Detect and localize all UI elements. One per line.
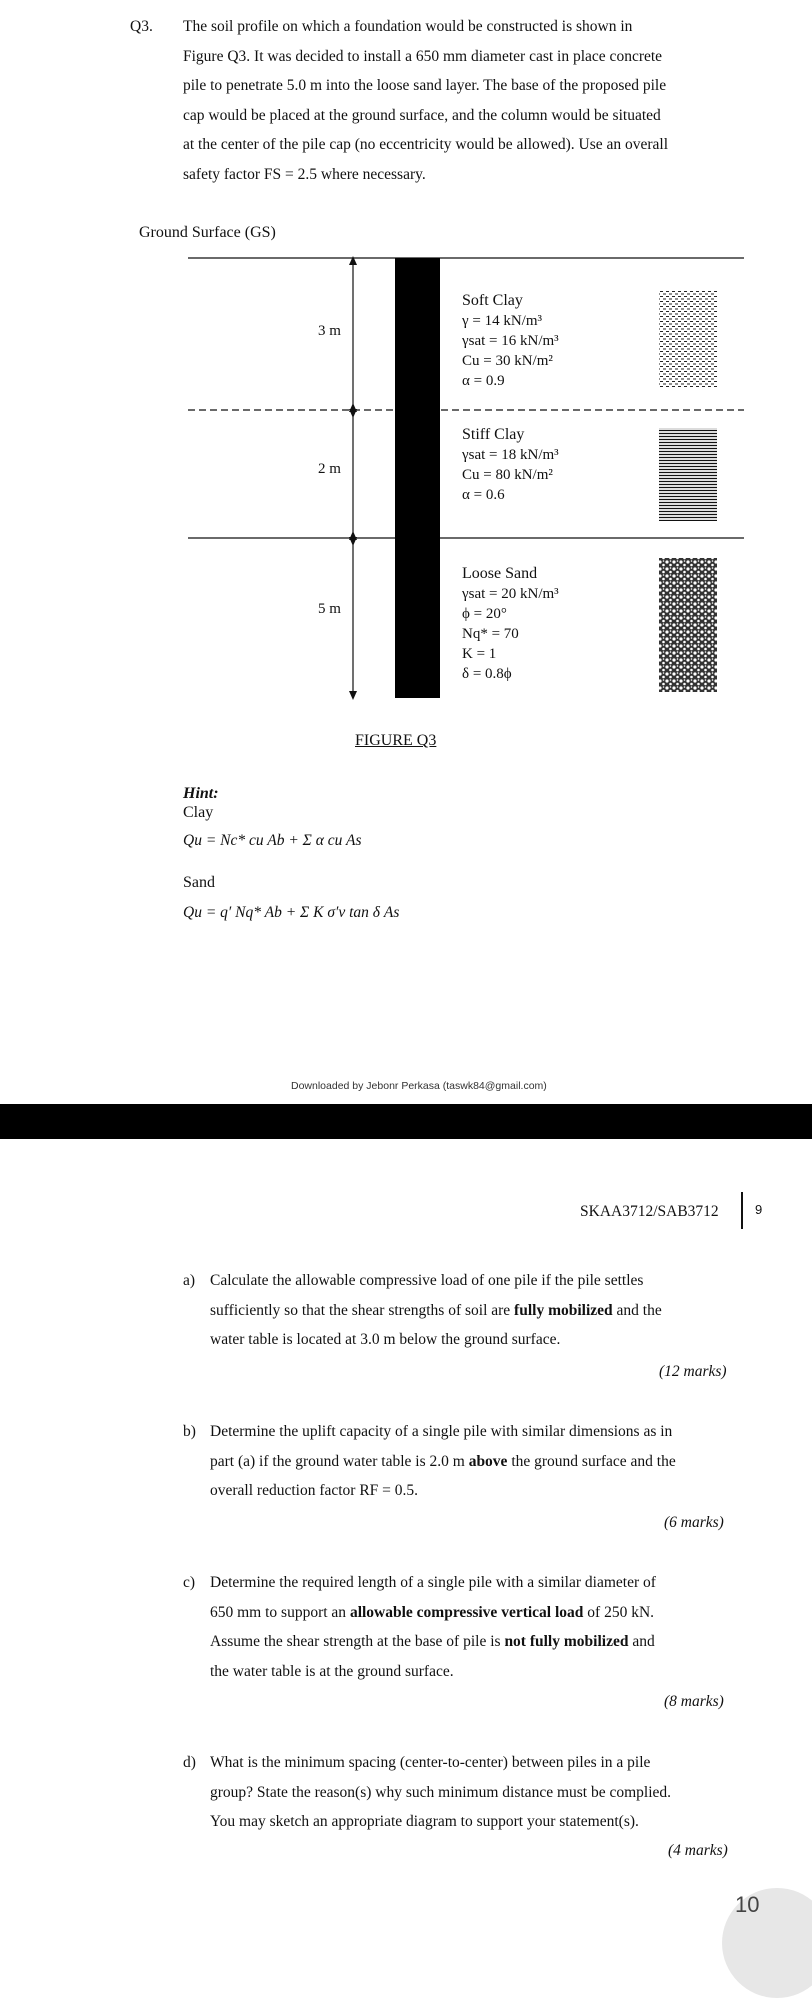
part-a-text (210, 1266, 737, 1355)
layer-property: K = 1 (462, 646, 497, 662)
stiff-clay-hatch (659, 428, 717, 521)
part-line: You may sketch an appropriate diagram to support your statement(s). (210, 1813, 639, 1830)
layer-property: ϕ = 20° (462, 606, 507, 622)
part-c-marks: (8 marks) (664, 1693, 724, 1710)
part-b-label: b) (183, 1423, 196, 1440)
page-separator (0, 1104, 812, 1139)
loose-sand-properties (462, 564, 559, 684)
part-b-text (210, 1417, 737, 1506)
part-c-label: c) (183, 1574, 196, 1591)
next-page-badge (722, 1888, 812, 1998)
part-d-text (210, 1748, 737, 1837)
question-number: Q3. (130, 18, 153, 35)
thickness-label-stiff-clay: 2 m (318, 461, 341, 477)
layer-name: Loose Sand (462, 565, 538, 582)
layer-property: γ = 14 kN/m³ (462, 313, 543, 329)
intro-line: cap would be placed at the ground surface, and the column would be situated (183, 106, 661, 124)
layer-property: Cu = 80 kN/m² (462, 467, 553, 483)
part-line: Calculate the allowable compressive load of one pile if the pile settles (210, 1272, 644, 1289)
layer-property: δ = 0.8ϕ (462, 666, 512, 682)
hint-sand-label: Sand (183, 874, 215, 891)
intro-line: at the center of the pile cap (no eccentricity would be allowed). Use an overall (183, 136, 669, 153)
part-line: Assume the shear strength at the base of pile is not fully mobilized and (210, 1633, 655, 1650)
layer-property: γsat = 18 kN/m³ (462, 447, 559, 463)
layer-name: Soft Clay (462, 292, 523, 309)
stiff-clay-properties (462, 425, 559, 505)
ground-surface-label: Ground Surface (GS) (139, 224, 276, 241)
download-note: Downloaded by Jebonr Perkasa (taswk84@gmail.com) (291, 1080, 547, 1092)
course-code: SKAA3712/SAB3712 (580, 1203, 719, 1220)
layer-property: α = 0.9 (462, 373, 505, 389)
soft-clay-hatch (659, 291, 717, 388)
hint-title: Hint: (183, 785, 219, 802)
layer-property: α = 0.6 (462, 487, 505, 503)
part-line: the water table is at the ground surface. (210, 1662, 454, 1680)
part-line: group? State the reason(s) why such minimum distance must be complied. (210, 1783, 672, 1801)
next-page-number: 10 (735, 1892, 760, 1917)
loose-sand-hatch (659, 558, 717, 692)
part-line: Determine the required length of a single pile with a similar diameter of (210, 1574, 656, 1591)
header-divider (741, 1192, 743, 1229)
part-line: overall reduction factor RF = 0.5. (210, 1482, 419, 1499)
intro-line: The soil profile on which a foundation would be constructed is shown in (183, 18, 633, 35)
part-b-marks: (6 marks) (664, 1514, 724, 1531)
intro-line: Figure Q3. It was decided to install a 650 mm diameter cast in place concrete (183, 47, 663, 65)
clay-equation: Qu = Nc* cu Ab + Σ α cu As (183, 832, 362, 849)
part-line: part (a) if the ground water table is 2.0 m above the ground surface and the (210, 1452, 676, 1470)
part-a-marks: (12 marks) (659, 1363, 727, 1380)
hint-clay-label: Clay (183, 804, 214, 821)
thickness-label-loose-sand: 5 m (318, 601, 341, 617)
part-a-label: a) (183, 1272, 196, 1289)
part-d-label: d) (183, 1754, 196, 1771)
pile-shape (395, 258, 440, 698)
sand-equation: Qu = q′ Nq* Ab + Σ K σ′v tan δ As (183, 904, 400, 921)
part-line: Determine the uplift capacity of a single pile with similar dimensions as in (210, 1423, 673, 1440)
intro-line: pile to penetrate 5.0 m into the loose sand layer. The base of the proposed pile (183, 77, 667, 94)
layer-property: γsat = 16 kN/m³ (462, 333, 559, 349)
part-line: What is the minimum spacing (center-to-center) between piles in a pile (210, 1754, 651, 1771)
soil-profile-figure (0, 0, 812, 760)
layer-property: γsat = 20 kN/m³ (462, 586, 559, 602)
page-number: 9 (755, 1202, 763, 1217)
figure-caption: FIGURE Q3 (355, 732, 437, 749)
part-line: sufficiently so that the shear strengths of soil are fully mobilized and the (210, 1301, 662, 1319)
layer-property: Cu = 30 kN/m² (462, 353, 553, 369)
arrow-head-top (349, 256, 357, 265)
soft-clay-properties (462, 291, 559, 391)
part-c-text (210, 1568, 737, 1686)
part-line: 650 mm to support an allowable compressive vertical load of 250 kN. (210, 1603, 655, 1621)
layer-name: Stiff Clay (462, 426, 525, 443)
part-d-marks: (4 marks) (668, 1842, 728, 1859)
part-line: water table is located at 3.0 m below the ground surface. (210, 1331, 561, 1348)
arrow-head-bottom (349, 691, 357, 700)
intro-line: safety factor FS = 2.5 where necessary. (183, 165, 426, 183)
thickness-label-soft-clay: 3 m (318, 323, 341, 339)
layer-property: Nq* = 70 (462, 626, 519, 642)
